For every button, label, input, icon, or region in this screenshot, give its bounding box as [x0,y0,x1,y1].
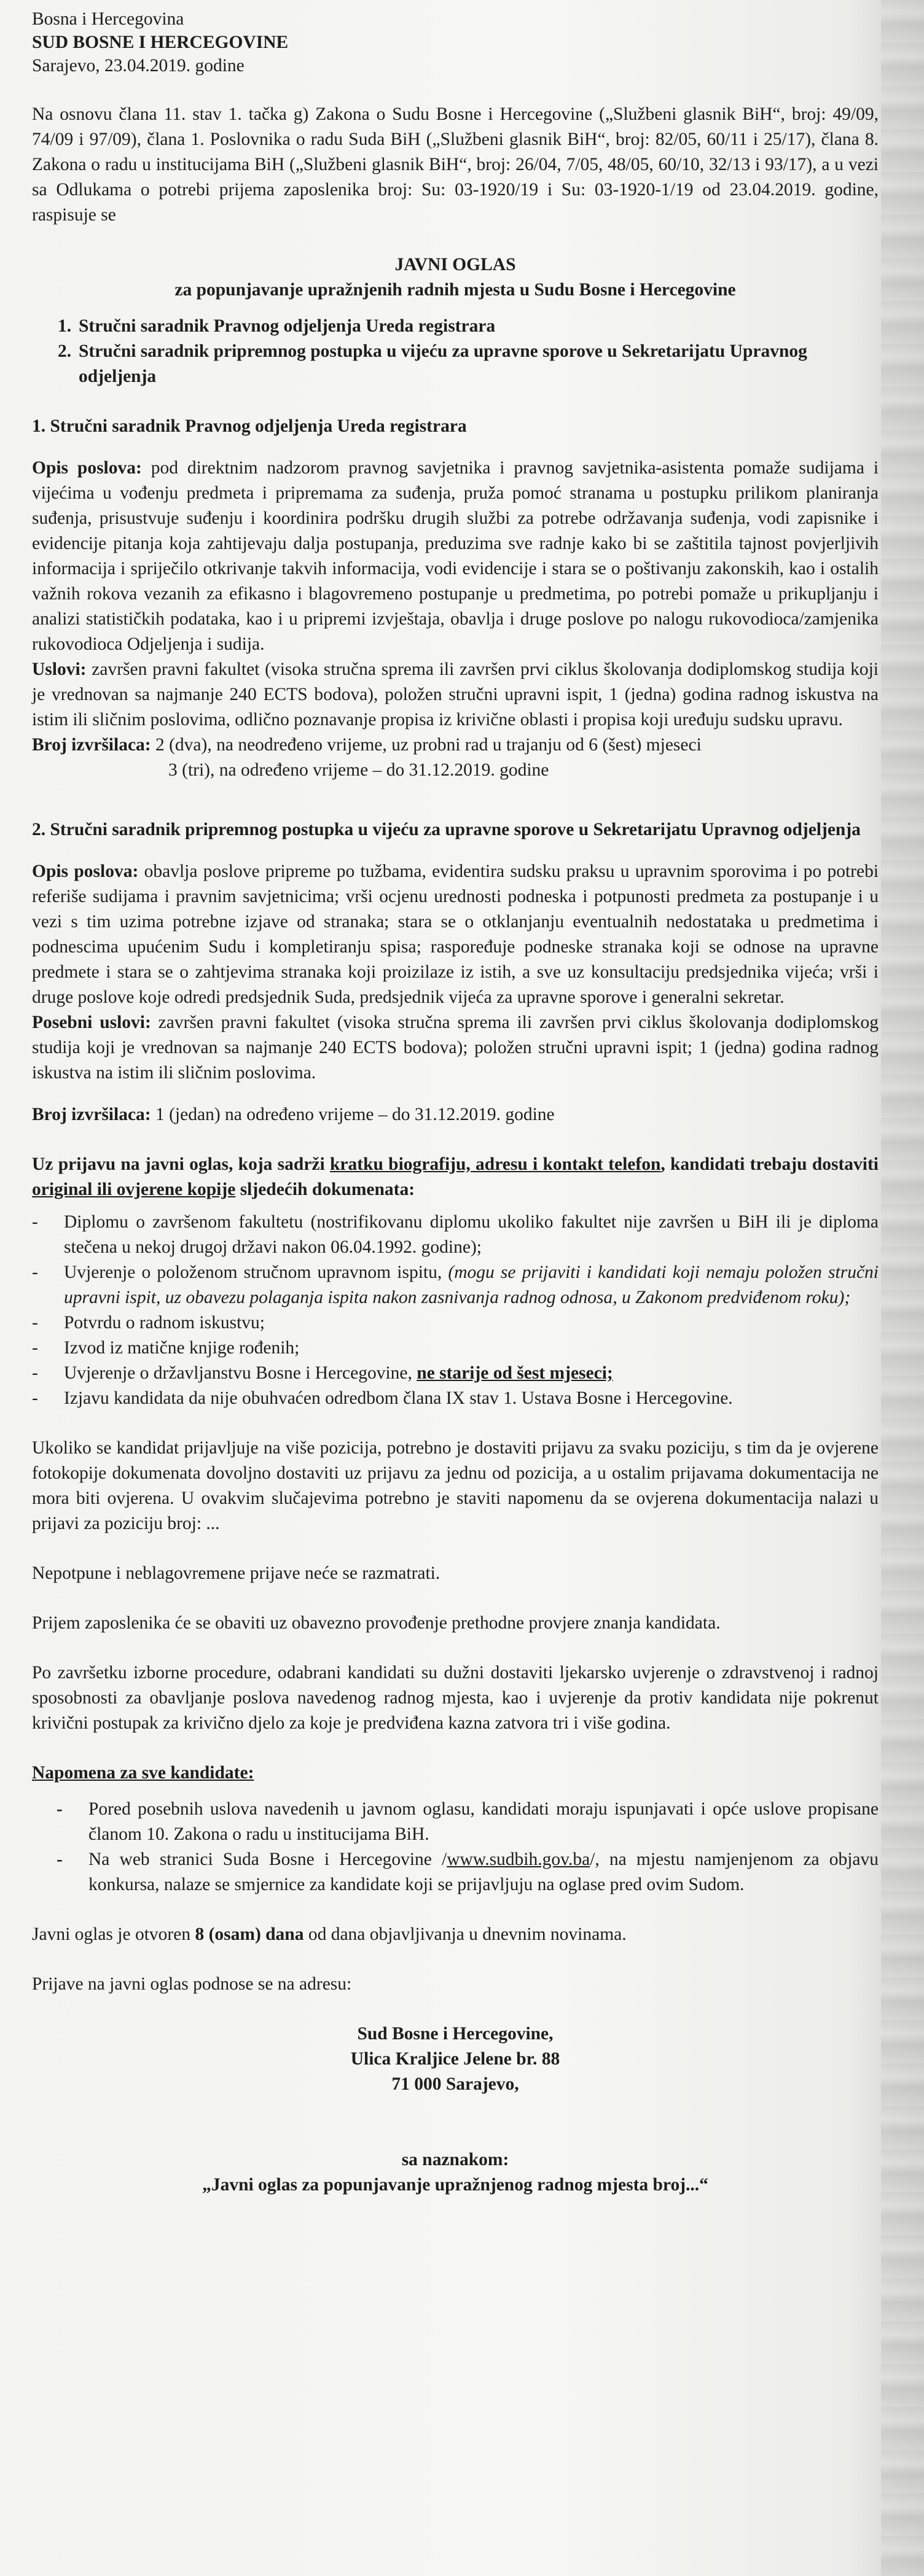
documents-intro-underlined: original ili ovjerene kopije [32,1180,236,1199]
position-item [32,339,879,389]
list-item-text: Uvjerenje o državljanstvu Bosne i Hercegovine, [64,1363,417,1383]
list-item [32,1336,879,1361]
position-title: Stručni saradnik Pravnog odjeljenja Ureda registrara [79,316,496,336]
section-1-duties [32,456,879,657]
website-link[interactable]: www.sudbih.gov.ba [447,1850,590,1869]
position-title: Stručni saradnik pripremnog postupka u vijeću za upravne sporove u Sekretarijatu Upravnog odjeljenja [79,341,807,386]
multiple-positions-paragraph: Ukoliko se kandidat prijavljuje na više pozicija, potrebno je dostaviti prijavu za svaku poziciju, s tim da je ovjerene fotokopije dokumenata dovoljno dostaviti uz prijavu za jednu od pozicija, a u ostalim prijavama dokumentacija ne mora biti ovjerena. U ovakvim slučajevima potrebno je staviti napomenu da se ovjerena dokumentacija nalazi u prijavi za poziciju broj: ... [32,1438,879,1533]
position-item [32,314,879,339]
dash-bullet: - [32,1263,38,1282]
address-line: Ulica Kraljice Jelene br. 88 [350,2049,560,2069]
duties-label: Opis poslova: [32,458,142,478]
envelope-marking [32,2147,879,2198]
list-item [32,1210,879,1260]
requirements-text: završen pravni fakultet (visoka stručna sprema ili završen prvi ciklus školovanja dodiplomskog studija koji je vrednovan sa najmanje 240 ECTS bodova); položen stručni upravni ispit; 1 (jedna) godina radnog iskustva na istim ili sličnim poslovima. [32,1013,879,1083]
submission-intro: Prijave na javni oglas podnose se na adresu: [32,1974,352,1994]
list-item-text: Diplomu o završenom fakultetu (nostrifikovanu diplomu ukoliko fakultet nije završen u BiH ili je diploma stečena u nekoj drugoj državi nakon 06.04.1992. godine); [64,1212,879,1257]
section-1-headcount [32,733,879,758]
duties-label: Opis poslova: [32,862,139,881]
section-2-heading: 2. Stručni saradnik pripremnog postupka u vijeću za upravne sporove u Sekretarijatu Upravnog odjeljenja [32,820,861,839]
list-item [32,1847,879,1897]
documents-intro-text: , kandidati trebaju dostaviti [660,1154,879,1174]
dash-bullet: - [32,1388,38,1408]
country-name: Bosna i Hercegovina [32,9,184,29]
list-item [32,1797,879,1847]
section-2-headcount [32,1102,879,1127]
dash-bullet: - [32,1338,38,1358]
requirements-label: Posebni uslovi: [32,1013,151,1032]
dash-bullet: - [32,1363,38,1383]
headcount-label: Broj izvršilaca: [32,1105,151,1124]
medical-certificate-paragraph: Po završetku izborne procedure, odabrani kandidati su dužni dostaviti ljekarsko uvjerenje o zdravstvenoj i radnoj sposobnosti za obavljanje poslova navedenog radnog mjesta, kao i uvjerenje da protiv kandidata nije pokrenut krivični postupak za krivično djelo za koje je predviđena kazna zatvora tri i više godina. [32,1663,879,1733]
dash-bullet: - [32,1313,38,1333]
legal-basis-paragraph: Na osnovu člana 11. stav 1. tačka g) Zakona o Sudu Bosne i Hercegovine („Službeni glasnik BiH“, broj: 49/09, 74/09 i 97/09), člana 1. Poslovnika o radu Suda BiH („Službeni glasnik BiH“, broj: 82/05, 60/11 i 25/17), člana 8. Zakona o radu u institucijama BiH („Službeni glasnik BiH“, broj: 26/04, 7/05, 48/05, 60/10, 32/13 i 93/17), a u vezi sa Odlukama o potrebi prijema zaposlenika broj: Su: 03-1920/19 i Su: 03-1920-1/19 od 23.04.2019. godine, raspisuje se [32,104,879,225]
list-item [32,1260,879,1310]
title-sub: za popunjavanje upražnjenih radnih mjesta u Sudu Bosne i Hercegovine [174,280,736,300]
list-item-text: /, na mjestu namjenjenom za objavu konkursa, nalaze se smjernice za kandidate koji se prijavljuju na oglase pred ovim Sudom. [88,1850,879,1894]
section-1-requirements [32,657,879,733]
documents-intro-underlined: kratku biografiju, adresu i kontakt telefon [330,1154,661,1174]
note-list [32,1797,879,1897]
dash-bullet: - [57,1799,63,1819]
list-item [32,1386,879,1411]
position-number: 1. [58,316,72,336]
list-item [32,1361,879,1386]
address-line: 71 000 Sarajevo, [391,2074,519,2094]
list-item-text: Izvod iz matične knjige rođenih; [64,1338,300,1358]
headcount-line: 2 (dva), na neodređeno vrijeme, uz probni rad u trajanju od 6 (šest) mjeseci [155,735,702,755]
headcount-line: 1 (jedan) na određeno vrijeme – do 31.12.2019. godine [155,1105,555,1124]
court-name: SUD BOSNE I HERCEGOVINE [32,33,289,52]
duties-text: pod direktnim nadzorom pravnog savjetnika i pravnog savjetnika-asistenta pomaže sudijama i vijećima u vođenju predmeta i pripremama za suđenja, pruža pomoć stranama u postupku prilikom planiranja suđenja, prisustvuje suđenju i koordinira podršku drugih službi za potrebe održavanja suđenja, vodi zapisnike i evidencije pitanja koja zahtijevaju dalja postupanja, preduzima sve radnje kako bi se zaštitila tajnost povjerljivih informacija i spriječilo otkrivanje takvih informacija, vodi evidencije i stara se o poštivanju zakonskih, kao i ostalih važnih rokova vezanih za efikasno i blagovremeno postupanje u predmetima, po potrebi pomaže u prikupljanju i analizi statističkih podataka, kao i u pripremi izvještaja, obavlja i druge poslove po nalogu rukovodioca/zamjenika rukovodioca Odjeljenja i sudija. [32,458,879,654]
section-2-duties [32,859,879,1010]
headcount-label: Broj izvršilaca: [32,735,151,755]
note-heading: Napomena za sve kandidate: [32,1763,254,1783]
section-1-headcount-2: 3 (tri), na određeno vrijeme – do 31.12.2019. godine [168,760,549,780]
marking-text: „Javni oglas za popunjavanje upražnjenog radnog mjesta broj...“ [202,2175,708,2195]
open-period-text: Javni oglas je otvoren [32,1924,195,1944]
position-number: 2. [58,341,72,361]
list-item-emphasis: ne starije od šest mjeseci; [417,1363,613,1383]
documents-list [32,1210,879,1411]
list-item-text: Potvrdu o radnom iskustvu; [64,1313,265,1333]
open-period-duration: 8 (osam) dana [195,1924,304,1944]
requirements-text: završen pravni fakultet (visoka stručna sprema ili završen prvi ciklus školovanja dodiplomskog studija koji je vrednovan sa najmanje 240 ECTS bodova), položen stručni upravni ispit, 1 (jedna) godina radnog iskustva na istim ili sličnim poslovima, odlično poznavanje propisa iz krivične oblasti i propisa koji uređuju sudsku upravu. [32,660,879,730]
open-period-paragraph [32,1922,879,1947]
list-item-text: Pored posebnih uslova navedenih u javnom oglasu, kandidati moraju ispunjavati i opće uslove propisane članom 10. Zakona o radu u institucijama BiH. [88,1799,879,1844]
requirements-label: Uslovi: [32,660,87,679]
list-item [32,1310,879,1336]
dash-bullet: - [32,1212,38,1232]
dash-bullet: - [57,1850,63,1869]
open-period-text: od dana objavljivanja u dnevnim novinama. [303,1924,627,1944]
address-line: Sud Bosne i Hercegovine, [357,2024,554,2044]
incomplete-applications-paragraph: Nepotpune i neblagovremene prijave neće se razmatrati. [32,1563,440,1583]
list-item-text: Uvjerenje o položenom stručnom upravnom ispitu, [64,1263,448,1282]
documents-intro-text: sljedećih dokumenata: [235,1180,415,1199]
knowledge-check-paragraph: Prijem zaposlenika će se obaviti uz obavezno provođenje prethodne provjere znanja kandidata. [32,1613,721,1633]
letterhead [32,7,879,77]
title-main: JAVNI OGLAS [394,255,516,274]
announcement-title [32,252,879,303]
positions-list [32,314,879,389]
adjacent-column-edge [881,0,924,2576]
duties-text: obavlja poslove pripreme po tužbama, evidentira sudsku praksu u upravnim sporovima i po potrebi referiše sudijama i pravnim savjetnicima; vrši ocjenu urednosti podneska i potpunosti predmeta za postupanje i u vezi s tim uzima potrebne izjave od stranaka; stara se o otklanjanju eventualnih nedostataka u predmetima i podnescima upućenim Sudu i kompletiranju spisa; raspoređuje podneske stranaka koji se odnose na upravne predmete i stara se o zahtjevima stranaka koji proizilaze iz istih, a sve uz konsultaciju predsjednika vijeća; vrši i druge poslove koje odredi predsjednik Suda, predsjednik vijeća za upravne sporove i generalni sekretar. [32,862,879,1007]
list-item-text: Izjavu kandidata da nije obuhvaćen odredbom člana IX stav 1. Ustava Bosne i Hercegovine. [64,1388,733,1408]
submission-address [32,2021,879,2097]
documents-intro-text: Uz prijavu na javni oglas, koja sadrži [32,1154,330,1174]
documents-intro [32,1152,879,1202]
section-2-requirements [32,1010,879,1086]
marking-label: sa naznakom: [401,2150,509,2169]
list-item-note: (mogu se prijaviti i kandidati koji nemaju položen stručni upravni ispit, uz obavezu polaganja ispita nakon zasnivanja radnog odnosa, u Zakonom predviđenom roku); [64,1263,879,1307]
list-item-text: Na web stranici Suda Bosne i Hercegovine / [88,1850,447,1869]
job-announcement [32,7,879,2198]
place-date: Sarajevo, 23.04.2019. godine [32,56,245,76]
section-1-heading: 1. Stručni saradnik Pravnog odjeljenja Ureda registrara [32,416,467,436]
